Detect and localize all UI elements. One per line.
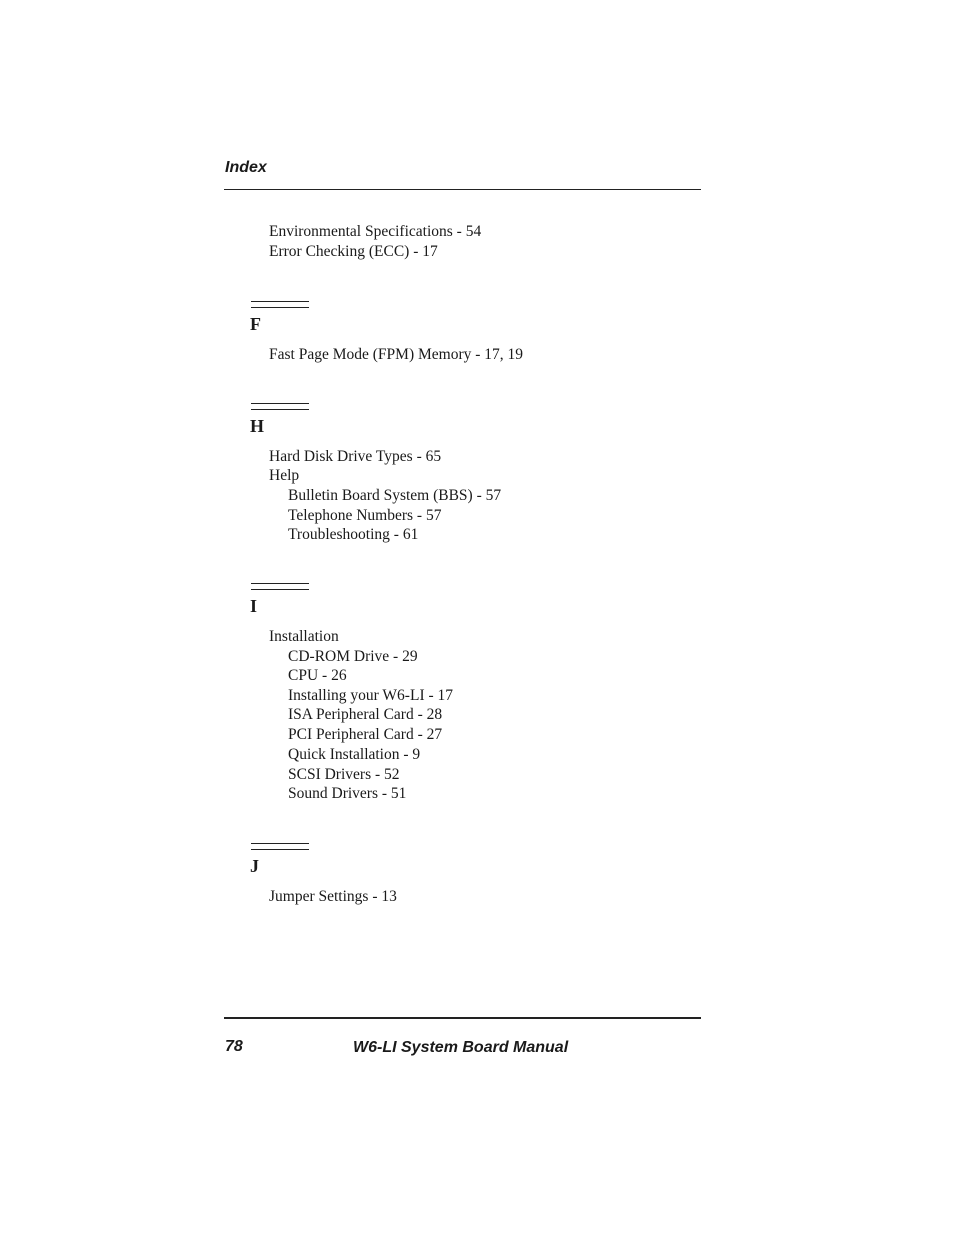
index-subentry: CPU - 26	[288, 667, 347, 684]
section-letter-j: J	[250, 856, 259, 876]
footer-divider	[224, 1017, 701, 1019]
index-entry: Installation	[269, 628, 339, 645]
index-subentry: CD-ROM Drive - 29	[288, 648, 418, 665]
index-entry: Hard Disk Drive Types - 65	[269, 448, 442, 465]
index-subentry: PCI Peripheral Card - 27	[288, 726, 443, 743]
index-subentry: Telephone Numbers - 57	[288, 507, 442, 524]
section-letter-f: F	[250, 314, 261, 334]
section-divider-h	[251, 403, 309, 410]
index-entry: Fast Page Mode (FPM) Memory - 17, 19	[269, 346, 524, 363]
page-header-title: Index	[225, 159, 267, 176]
page-number: 78	[225, 1038, 243, 1055]
index-subentry: Bulletin Board System (BBS) - 57	[288, 487, 502, 504]
index-subentry: Installing your W6-LI - 17	[288, 687, 454, 704]
section-divider-i	[251, 583, 309, 590]
index-subentry: Troubleshooting - 61	[288, 526, 419, 543]
index-entry: Help	[269, 467, 300, 484]
section-letter-h: H	[250, 416, 265, 436]
index-subentry: SCSI Drivers - 52	[288, 766, 400, 783]
index-entry: Error Checking (ECC) - 17	[269, 243, 438, 260]
index-subentry: Sound Drivers - 51	[288, 785, 407, 802]
index-subentry: ISA Peripheral Card - 28	[288, 706, 443, 723]
index-entry: Jumper Settings - 13	[269, 888, 397, 905]
header-divider	[224, 189, 701, 190]
manual-title: W6-LI System Board Manual	[353, 1039, 569, 1056]
section-letter-i: I	[250, 596, 258, 616]
index-entry: Environmental Specifications - 54	[269, 223, 482, 240]
section-divider-j	[251, 843, 309, 850]
section-divider-f	[251, 301, 309, 308]
index-subentry: Quick Installation - 9	[288, 746, 421, 763]
